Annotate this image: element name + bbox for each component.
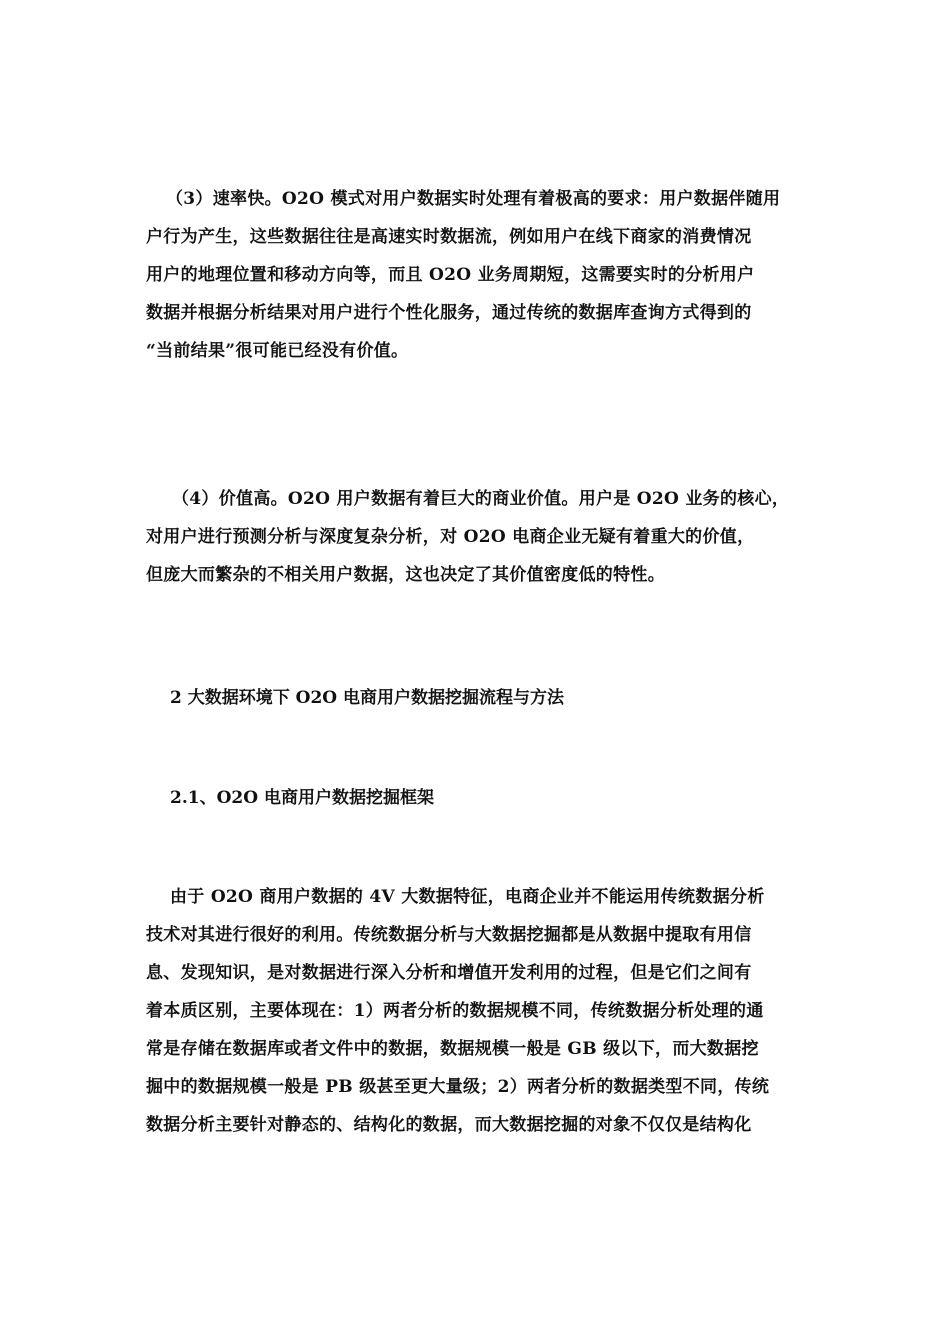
paragraph-line: 由于 O2O 商用户数据的 4V 大数据特征，电商企业并不能运用传统数据分析 (170, 887, 765, 907)
paragraph-line: 用户的地理位置和移动方向等，而且 O2O 业务周期短，这需要实时的分析用户 (146, 265, 755, 285)
paragraph-line: （3）速率快。O2O 模式对用户数据实时处理有着极高的要求：用户数据伴随用 (166, 189, 781, 209)
paragraph-line: 掘中的数据规模一般是 PB 级甚至更大量级；2）两者分析的数据类型不同，传统 (146, 1077, 770, 1097)
subsection-heading: 2.1、O2O 电商用户数据挖掘框架 (170, 788, 434, 808)
paragraph-line: 息、发现知识，是对数据进行深入分析和增值开发利用的过程，但是它们之间有 (146, 963, 752, 983)
paragraph-line: 数据并根据分析结果对用户进行个性化服务，通过传统的数据库查询方式得到的 (146, 303, 752, 323)
paragraph-line: “当前结果”很可能已经没有价值。 (146, 341, 409, 361)
paragraph-line: 对用户进行预测分析与深度复杂分析，对 O2O 电商企业无疑有着重大的价值， (146, 527, 755, 547)
section-heading: 2 大数据环境下 O2O 电商用户数据挖掘流程与方法 (170, 688, 565, 708)
paragraph-line: 常是存储在数据库或者文件中的数据，数据规模一般是 GB 级以下，而大数据挖 (146, 1039, 759, 1059)
paragraph-value (146, 480, 808, 594)
paragraph-line: 户行为产生，这些数据往往是高速实时数据流，例如用户在线下商家的消费情况 (146, 227, 752, 247)
paragraph-line: 但庞大而繁杂的不相关用户数据，这也决定了其价值密度低的特性。 (146, 565, 665, 585)
paragraph-speed (146, 180, 808, 370)
paragraph-line: 数据分析主要针对静态的、结构化的数据，而大数据挖掘的对象不仅仅是结构化 (146, 1115, 752, 1135)
paragraph-line: （4）价值高。O2O 用户数据有着巨大的商业价值。用户是 O2O 业务的核心， (172, 489, 790, 509)
paragraph-framework (146, 878, 808, 1144)
paragraph-line: 技术对其进行很好的利用。传统数据分析与大数据挖掘都是从数据中提取有用信 (146, 925, 752, 945)
paragraph-line: 着本质区别，主要体现在：1）两者分析的数据规模不同，传统数据分析处理的通 (146, 1001, 764, 1021)
